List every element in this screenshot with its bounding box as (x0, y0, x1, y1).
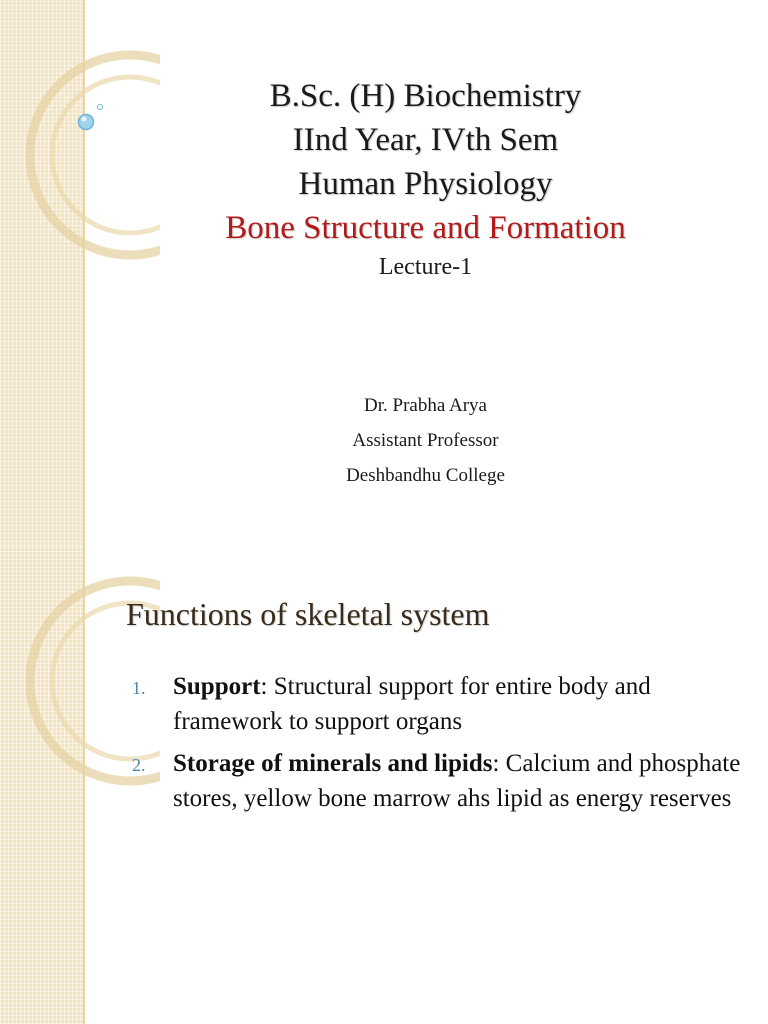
functions-list (132, 669, 752, 823)
topic-title: Bone Structure and Formation (225, 210, 626, 246)
list-item (132, 746, 752, 816)
year-semester: IInd Year, IVth Sem (292, 122, 559, 158)
list-item-number: 1. (132, 678, 146, 698)
list-item-term: Storage of minerals and lipids (173, 750, 493, 777)
author-block (83, 388, 768, 493)
title-block (83, 74, 768, 284)
list-item-text: : Calcium and phosphate stores, yellow bone marrow ahs lipid as energy reserves (173, 750, 741, 812)
decorative-side-strip (0, 546, 85, 1024)
author-college: Deshbandhu College (346, 465, 505, 486)
course-title: B.Sc. (H) Biochemistry (269, 78, 582, 114)
list-item (132, 669, 752, 739)
content-slide (0, 546, 768, 1024)
author-name: Dr. Prabha Arya (364, 395, 487, 416)
author-title: Assistant Professor (352, 430, 499, 451)
list-item-number: 2. (132, 755, 146, 775)
slide-heading: Functions of skeletal system (126, 596, 490, 632)
list-item-term: Support (173, 673, 261, 700)
lecture-number: Lecture-1 (378, 254, 473, 280)
decorative-side-strip (0, 0, 85, 546)
list-item-text: : Structural support for entire body and framework to support organs (173, 673, 651, 735)
subject-title: Human Physiology (298, 166, 553, 202)
